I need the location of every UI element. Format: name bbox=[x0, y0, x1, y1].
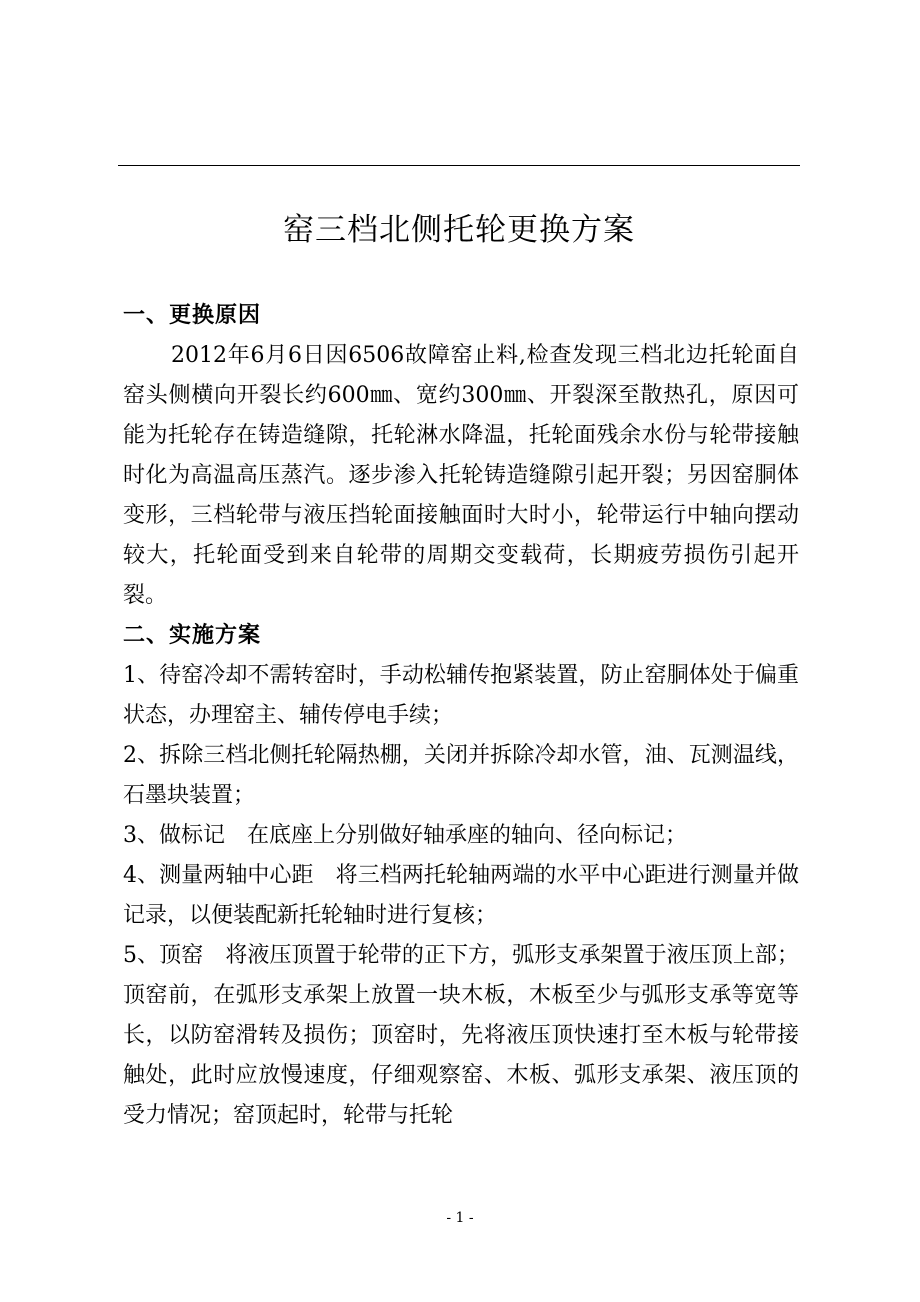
plan-item-1: 1、待窑冷却不需转窑时，手动松辅传抱紧装置，防止窑胴体处于偏重状态，办理窑主、辅传停电手续； bbox=[123, 663, 799, 728]
section-heading-plan: 二、实施方案 bbox=[123, 623, 262, 648]
plan-item-3: 3、做标记 在底座上分别做好轴承座的轴向、径向标记； bbox=[123, 823, 687, 848]
reason-paragraph: 2012年6月6日因6506故障窑止料,检查发现三档北边托轮面自窑头侧横向开裂长约600㎜、宽约300㎜、开裂深至散热孔，原因可能为托轮存在铸造缝隙，托轮淋水降温，托轮面残余水份与轮带接触时化为高温高压蒸汽。逐步渗入托轮铸造缝隙引起开裂；另因窑胴体变形，三档轮带与液压挡轮面接触面时大时小，轮带运行中轴向摆动较大，托轮面受到来自轮带的周期交变载荷，长期疲劳损伤引起开裂。 bbox=[123, 343, 800, 608]
document-body bbox=[123, 296, 799, 1136]
plan-item-2: 2、拆除三档北侧托轮隔热棚，关闭并拆除冷却水管，油、瓦测温线，石墨块装置； bbox=[123, 743, 799, 808]
section-heading-reason: 一、更换原因 bbox=[123, 303, 262, 328]
plan-item-5: 5、顶窑 将液压顶置于轮带的正下方，弧形支承架置于液压顶上部；顶窑前，在弧形支承架上放置一块木板，木板至少与弧形支承等宽等长，以防窑滑转及损伤；顶窑时，先将液压顶快速打至木板与轮带接触处，此时应放慢速度，仔细观察窑、木板、弧形支承架、液压顶的受力情况；窑顶起时，轮带与托轮 bbox=[123, 943, 799, 1128]
document-title: 窑三档北侧托轮更换方案 bbox=[283, 212, 635, 248]
page-number: - 1 - bbox=[446, 1210, 474, 1226]
header-rule bbox=[118, 165, 800, 166]
plan-item-4: 4、测量两轴中心距 将三档两托轮轴两端的水平中心距进行测量并做记录，以便装配新托轮轴时进行复核； bbox=[123, 863, 799, 928]
